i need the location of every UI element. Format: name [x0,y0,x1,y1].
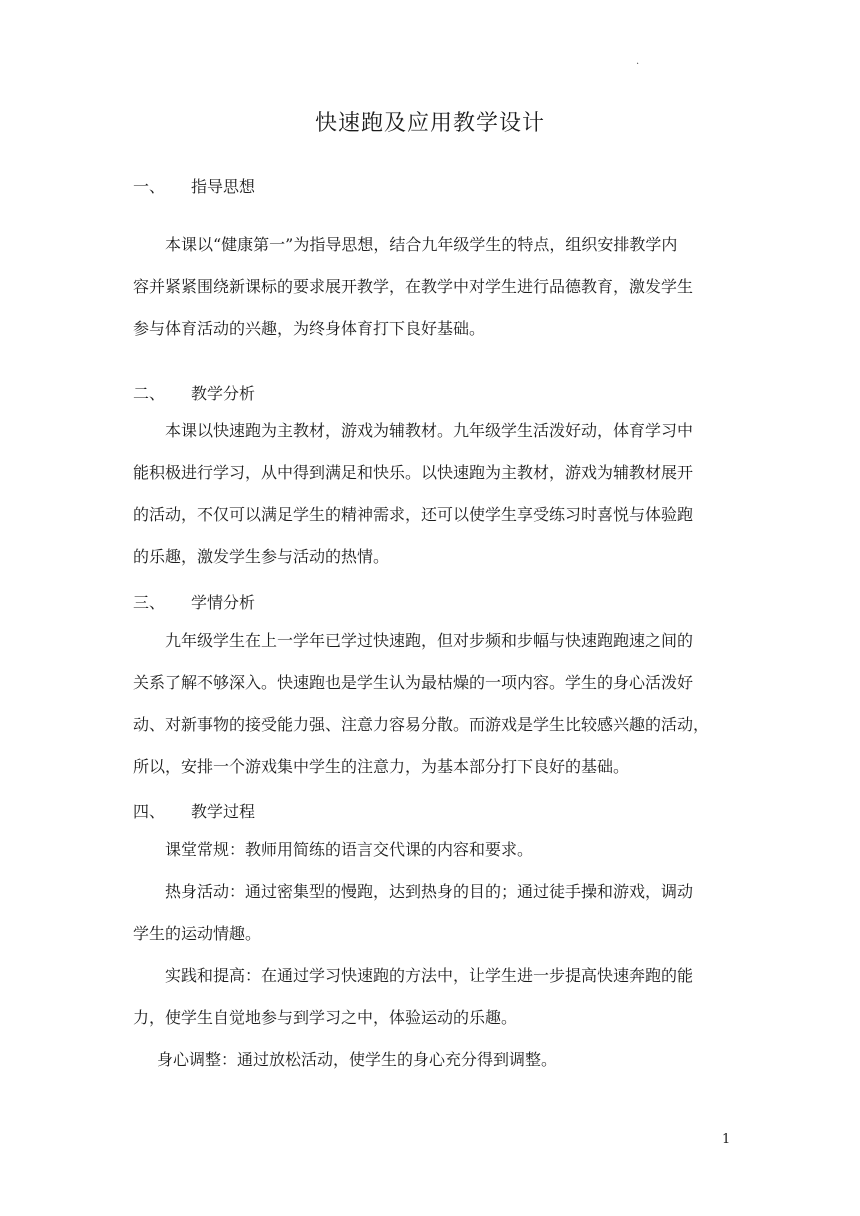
text-line: 本课以“健康第一”为指导思想，结合九年级学生的特点，组织安排教学内 [165,235,678,254]
paragraph [133,871,731,955]
text-line: 的乐趣，激发学生参与活动的热情。 [133,547,390,566]
paragraph [133,410,731,578]
text-line: 的活动，不仅可以满足学生的精神需求，还可以使学生享受练习时喜悦与体验跑 [133,505,694,524]
text-line: 关系了解不够深入。快速跑也是学生认为最枯燥的一项内容。学生的身心活泼好 [133,673,694,692]
section-heading-3 [133,590,255,613]
text-line: 力，使学生自觉地参与到学习之中，体验运动的乐趣。 [133,1008,518,1027]
text-line: 容并紧紧围绕新课标的要求展开教学，在教学中对学生进行品德教育，激发学生 [133,277,694,296]
document-title: 快速跑及应用教学设计 [314,111,545,136]
text-line: 本课以快速跑为主教材，游戏为辅教材。九年级学生活泼好动，体育学习中 [165,421,694,440]
section-number: 一、 [133,177,166,196]
paragraph [133,829,731,871]
text-line: 学生的运动情趣。 [133,924,262,943]
paragraph [157,1039,755,1081]
text-line: 九年级学生在上一学年已学过快速跑，但对步频和步幅与快速跑跑速之间的 [165,631,694,650]
text-line: 课堂常规：教师用简练的语言交代课的内容和要求。 [165,840,534,859]
text-line: 实践和提高：在通过学习快速跑的方法中，让学生进一步提高快速奔跑的能 [165,966,694,985]
section-heading-2 [133,381,255,404]
paragraph [133,955,731,1039]
header-mark: . [636,56,640,67]
text-line: 参与体育活动的兴趣，为终身体育打下良好基础。 [133,319,486,338]
paragraph [133,224,731,350]
section-title: 教学分析 [191,384,256,403]
text-line: 身心调整：通过放松活动，使学生的身心充分得到调整。 [157,1050,558,1069]
section-heading-1 [133,174,255,197]
section-title: 学情分析 [191,593,256,612]
section-title: 指导思想 [191,177,256,196]
text-line: 能积极进行学习，从中得到满足和快乐。以快速跑为主教材，游戏为辅教材展开 [133,463,694,482]
page-number: 1 [722,1132,731,1147]
section-number: 四、 [133,802,166,821]
section-number: 二、 [133,384,166,403]
section-title: 教学过程 [191,802,256,821]
text-line: 所以，安排一个游戏集中学生的注意力，为基本部分打下良好的基础。 [133,757,630,776]
text-line: 动、对新事物的接受能力强、注意力容易分散。而游戏是学生比较感兴趣的活动， [133,715,710,734]
text-line: 热身活动：通过密集型的慢跑，达到热身的目的；通过徒手操和游戏，调动 [165,882,694,901]
paragraph [133,620,731,788]
section-number: 三、 [133,593,166,612]
section-heading-4 [133,799,255,822]
